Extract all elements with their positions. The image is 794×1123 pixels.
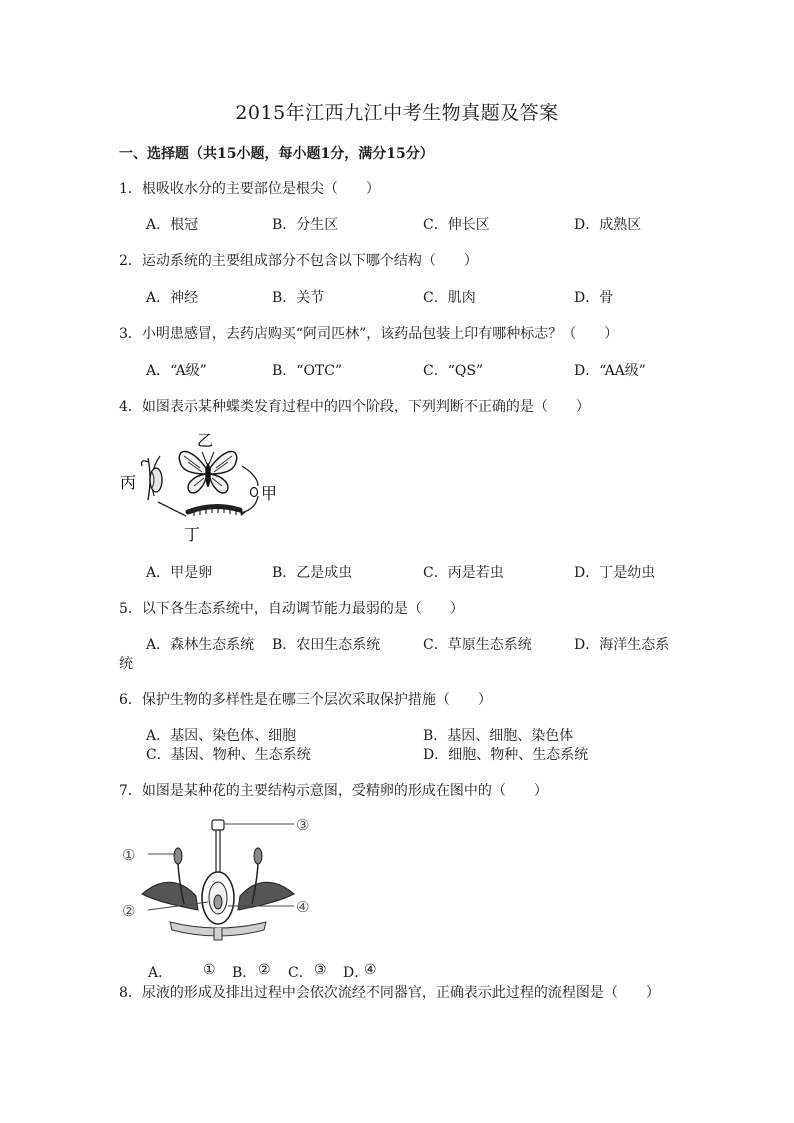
right-anther — [254, 848, 262, 864]
q2-option-a[interactable]: A．神经 — [146, 290, 199, 306]
q5-option-d-wrap: 统 — [119, 656, 133, 672]
label-bing: 丙 — [120, 473, 137, 492]
cycle-arrow-bottom-right — [244, 496, 258, 512]
q4-option-c[interactable]: C．丙是若虫 — [423, 565, 504, 581]
question-4: 4．如图表示某种蝶类发育过程中的四个阶段，下列判断不正确的是（ ） — [119, 399, 590, 415]
label-4: ④ — [296, 898, 310, 916]
q4-option-a[interactable]: A．甲是卵 — [146, 565, 213, 581]
q7-option-d-value[interactable]: ④ — [364, 962, 377, 978]
q5-option-c[interactable]: C．草原生态系统 — [423, 637, 532, 653]
page-title: 2015年江西九江中考生物真题及答案 — [235, 102, 559, 124]
section-heading: 一、选择题（共15小题，每小题1分，满分15分） — [119, 146, 434, 162]
q3-option-a[interactable]: A．“A级” — [146, 363, 207, 379]
label-jia: 甲 — [261, 484, 278, 503]
question-2: 2．运动系统的主要组成部分不包含以下哪个结构（ ） — [119, 253, 478, 269]
q3-option-c[interactable]: C．“QS” — [423, 363, 484, 379]
cycle-arrow-right — [242, 466, 258, 486]
q2-option-c[interactable]: C．肌肉 — [423, 290, 476, 306]
label-yi: 乙 — [197, 431, 214, 450]
left-anther — [174, 848, 182, 864]
question-5: 5．以下各生态系统中，自动调节能力最弱的是（ ） — [119, 601, 464, 617]
butterfly-icon — [179, 451, 236, 492]
egg-cell — [214, 895, 222, 909]
q6-option-c[interactable]: C．基因、物种、生态系统 — [146, 747, 311, 763]
question-3: 3．小明患感冒，去药店购买“阿司匹林”，该药品包装上印有哪种标志？（ ） — [119, 326, 619, 342]
q5-option-a[interactable]: A．森林生态系统 — [146, 637, 255, 653]
label-2: ② — [122, 902, 136, 920]
q7-option-d[interactable]: D． — [343, 965, 369, 981]
style — [216, 830, 220, 874]
q3-option-d[interactable]: D．“AA级” — [574, 363, 646, 379]
egg-icon — [251, 488, 258, 497]
q1-option-a[interactable]: A．根冠 — [146, 217, 199, 233]
pupa-icon — [142, 458, 162, 500]
q1-option-b[interactable]: B．分生区 — [272, 217, 339, 233]
q3-option-b[interactable]: B．“OTC” — [272, 363, 343, 379]
stalk — [214, 928, 222, 940]
q6-option-a[interactable]: A．基因、染色体、细胞 — [146, 728, 297, 744]
q7-option-a-value[interactable]: ① — [203, 962, 216, 978]
q6-option-b[interactable]: B．基因、细胞、染色体 — [423, 728, 574, 744]
stigma — [212, 820, 224, 830]
q4-option-d[interactable]: D．丁是幼虫 — [574, 565, 656, 581]
q4-option-b[interactable]: B．乙是成虫 — [272, 565, 353, 581]
q7-option-c-value[interactable]: ③ — [314, 962, 327, 978]
question-7: 7．如图是某种花的主要结构示意图，受精卵的形成在图中的（ ） — [119, 783, 548, 799]
label-3: ③ — [296, 816, 310, 834]
question-1: 1．根吸收水分的主要部位是根尖（ ） — [119, 181, 380, 197]
question-8: 8．尿液的形成及排出过程中会依次流经不同器官，正确表示此过程的流程图是（ ） — [119, 985, 660, 1001]
butterfly-lifecycle-figure — [118, 428, 288, 548]
q7-option-a[interactable]: A． — [148, 965, 173, 981]
q7-option-b-value[interactable]: ② — [258, 962, 271, 978]
q2-option-d[interactable]: D．骨 — [574, 290, 614, 306]
left-petal — [142, 882, 198, 910]
q6-option-d[interactable]: D．细胞、物种、生态系统 — [423, 747, 589, 763]
flower-structure-figure — [118, 810, 320, 948]
q5-option-b[interactable]: B．农田生态系统 — [272, 637, 381, 653]
q7-option-b[interactable]: B． — [232, 965, 257, 981]
question-6: 6．保护生物的多样性是在哪三个层次采取保护措施（ ） — [119, 692, 492, 708]
q7-option-c[interactable]: C． — [288, 965, 313, 981]
label-ding: 丁 — [184, 525, 201, 544]
q5-option-d[interactable]: D．海洋生态系 — [574, 637, 670, 653]
caterpillar-icon — [188, 506, 240, 516]
q1-option-c[interactable]: C．伸长区 — [423, 217, 490, 233]
cycle-arrow-bottom-left — [158, 502, 186, 516]
q2-option-b[interactable]: B．关节 — [272, 290, 325, 306]
label-1: ① — [122, 846, 136, 864]
q1-option-d[interactable]: D．成熟区 — [574, 217, 642, 233]
